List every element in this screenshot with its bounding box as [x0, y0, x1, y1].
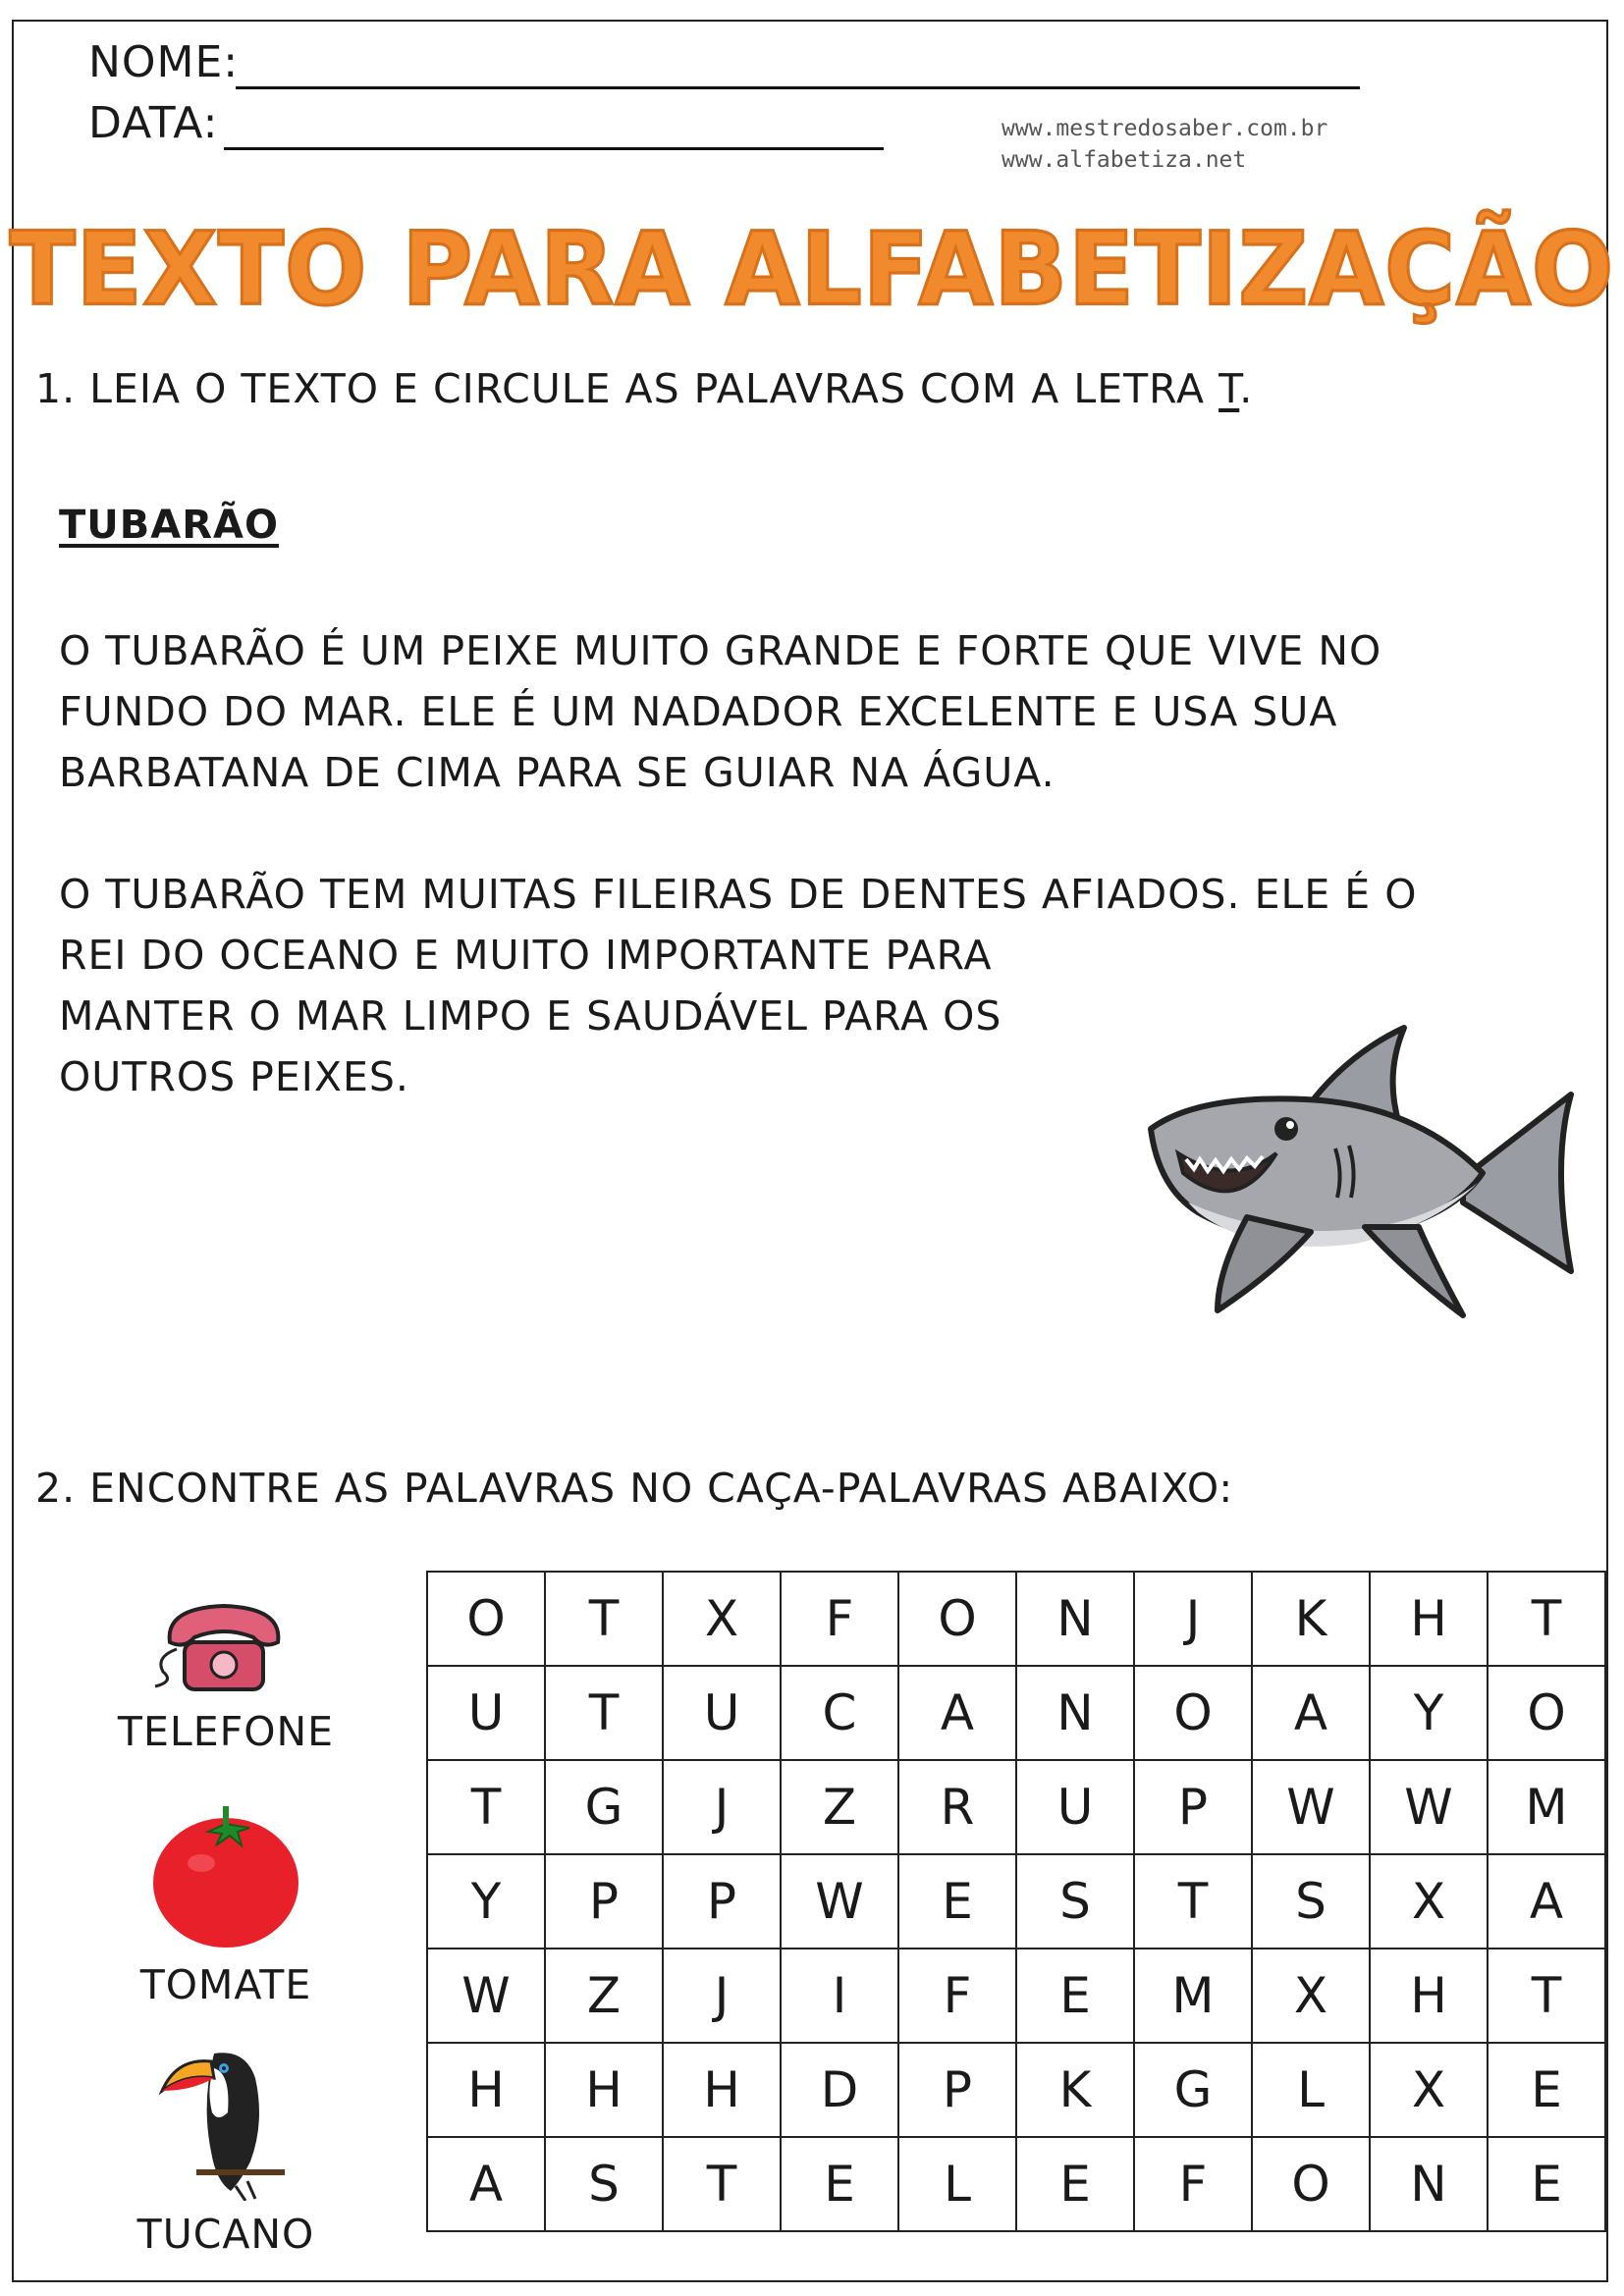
nome-label: NOME: [88, 37, 240, 87]
grid-cell[interactable]: G [545, 1760, 663, 1854]
grid-cell[interactable]: F [1134, 2137, 1252, 2231]
grid-cell[interactable]: M [1134, 1949, 1252, 2043]
grid-cell[interactable]: M [1488, 1760, 1605, 1854]
data-line [224, 147, 884, 150]
grid-cell[interactable]: W [1252, 1760, 1370, 1854]
question-1-suffix: . [1239, 365, 1254, 412]
grid-cell[interactable]: N [1016, 1572, 1134, 1666]
grid-cell[interactable]: K [1016, 2043, 1134, 2137]
grid-cell[interactable]: T [545, 1572, 663, 1666]
grid-cell[interactable]: K [1252, 1572, 1370, 1666]
grid-cell[interactable]: W [781, 1854, 898, 1949]
story-line: O TUBARÃO TEM MUITAS FILEIRAS DE DENTES AFIADOS. ELE É O [59, 871, 1418, 918]
toucan-icon [157, 2044, 295, 2201]
question-2: 2. ENCONTRE AS PALAVRAS NO CAÇA-PALAVRAS ABAIXO: [35, 1465, 1234, 1512]
grid-cell[interactable]: U [427, 1666, 545, 1760]
grid-cell[interactable]: U [663, 1666, 781, 1760]
grid-cell[interactable]: G [1134, 2043, 1252, 2137]
grid-cell[interactable]: C [781, 1666, 898, 1760]
grid-cell[interactable]: P [663, 1854, 781, 1949]
grid-cell[interactable]: O [1488, 1666, 1605, 1760]
grid-cell[interactable]: Y [1370, 1666, 1488, 1760]
grid-cell[interactable]: O [898, 1572, 1016, 1666]
grid-cell[interactable]: S [545, 2137, 663, 2231]
grid-cell[interactable]: E [898, 1854, 1016, 1949]
grid-cell[interactable]: T [663, 2137, 781, 2231]
grid-cell[interactable]: O [1134, 1666, 1252, 1760]
word-search-grid [426, 1571, 1606, 2232]
word-tomate: TOMATE [139, 1961, 312, 2008]
grid-cell[interactable]: X [1370, 1854, 1488, 1949]
grid-cell[interactable]: D [781, 2043, 898, 2137]
grid-cell[interactable]: Z [781, 1760, 898, 1854]
grid-cell[interactable]: N [1016, 1666, 1134, 1760]
data-label: DATA: [88, 98, 219, 148]
grid-cell[interactable]: E [1488, 2137, 1605, 2231]
grid-cell[interactable]: J [663, 1949, 781, 2043]
grid-row [427, 1666, 1605, 1760]
site-link-1[interactable]: www.mestredosaber.com.br [1001, 116, 1328, 141]
nome-line [236, 86, 1360, 89]
shark-icon [1139, 1016, 1591, 1330]
grid-cell[interactable]: F [898, 1949, 1016, 2043]
grid-cell[interactable]: P [545, 1854, 663, 1949]
grid-cell[interactable]: W [1370, 1760, 1488, 1854]
grid-cell[interactable]: X [1370, 2043, 1488, 2137]
grid-cell[interactable]: E [1488, 2043, 1605, 2137]
grid-cell[interactable]: O [427, 1572, 545, 1666]
story-line: MANTER O MAR LIMPO E SAUDÁVEL PARA OS [59, 992, 1002, 1040]
question-1 [35, 365, 1253, 412]
grid-cell[interactable]: E [1016, 1949, 1134, 2043]
grid-row [427, 2043, 1605, 2137]
grid-cell[interactable]: Z [545, 1949, 663, 2043]
story-line: REI DO OCEANO E MUITO IMPORTANTE PARA [59, 932, 993, 979]
grid-cell[interactable]: T [1488, 1572, 1605, 1666]
grid-cell[interactable]: X [663, 1572, 781, 1666]
grid-cell[interactable]: H [545, 2043, 663, 2137]
grid-cell[interactable]: W [427, 1949, 545, 2043]
grid-cell[interactable]: E [781, 2137, 898, 2231]
grid-cell[interactable]: F [781, 1572, 898, 1666]
grid-row [427, 1760, 1605, 1854]
grid-cell[interactable]: T [1488, 1949, 1605, 2043]
grid-cell[interactable]: S [1016, 1854, 1134, 1949]
grid-cell[interactable]: X [1252, 1949, 1370, 2043]
grid-cell[interactable]: L [1252, 2043, 1370, 2137]
grid-cell[interactable]: T [545, 1666, 663, 1760]
grid-cell[interactable]: H [427, 2043, 545, 2137]
word-tucano: TUCANO [136, 2211, 315, 2258]
grid-row [427, 1572, 1605, 1666]
grid-cell[interactable]: E [1016, 2137, 1134, 2231]
grid-cell[interactable]: H [663, 2043, 781, 2137]
grid-cell[interactable]: A [1488, 1854, 1605, 1949]
grid-cell[interactable]: R [898, 1760, 1016, 1854]
grid-cell[interactable]: L [898, 2137, 1016, 2231]
grid-cell[interactable]: T [1134, 1854, 1252, 1949]
grid-cell[interactable]: H [1370, 1572, 1488, 1666]
grid-row [427, 1949, 1605, 2043]
telephone-icon [145, 1588, 302, 1698]
story-line: BARBATANA DE CIMA PARA SE GUIAR NA ÁGUA. [59, 749, 1056, 796]
story-line: OUTROS PEIXES. [59, 1053, 409, 1100]
grid-cell[interactable]: P [1134, 1760, 1252, 1854]
page-title: TEXTO PARA ALFABETIZAÇÃO [9, 211, 1615, 329]
grid-cell[interactable]: N [1370, 2137, 1488, 2231]
grid-cell[interactable]: S [1252, 1854, 1370, 1949]
question-1-text: 1. LEIA O TEXTO E CIRCULE AS PALAVRAS COM A LETRA [35, 365, 1219, 412]
grid-cell[interactable]: A [427, 2137, 545, 2231]
story-line: O TUBARÃO É UM PEIXE MUITO GRANDE E FORTE QUE VIVE NO [59, 627, 1382, 674]
grid-row [427, 1854, 1605, 1949]
grid-cell[interactable]: A [1252, 1666, 1370, 1760]
grid-cell[interactable]: U [1016, 1760, 1134, 1854]
grid-cell[interactable]: H [1370, 1949, 1488, 2043]
tomato-icon [147, 1794, 304, 1951]
paragraph-1 [59, 620, 1381, 803]
story-title: TUBARÃO [59, 503, 279, 548]
grid-cell[interactable]: J [1134, 1572, 1252, 1666]
grid-cell[interactable]: A [898, 1666, 1016, 1760]
grid-cell[interactable]: Y [427, 1854, 545, 1949]
question-1-letter: T [1218, 365, 1240, 412]
grid-cell[interactable]: O [1252, 2137, 1370, 2231]
grid-row [427, 2137, 1605, 2231]
word-telefone: TELEFONE [117, 1708, 335, 1755]
story-line: FUNDO DO MAR. ELE É UM NADADOR EXCELENTE E USA SUA [59, 688, 1338, 735]
site-link-2[interactable]: www.alfabetiza.net [1001, 147, 1247, 173]
grid-cell[interactable]: P [898, 2043, 1016, 2137]
grid-cell[interactable]: I [781, 1949, 898, 2043]
grid-cell[interactable]: T [427, 1760, 545, 1854]
grid-cell[interactable]: J [663, 1760, 781, 1854]
